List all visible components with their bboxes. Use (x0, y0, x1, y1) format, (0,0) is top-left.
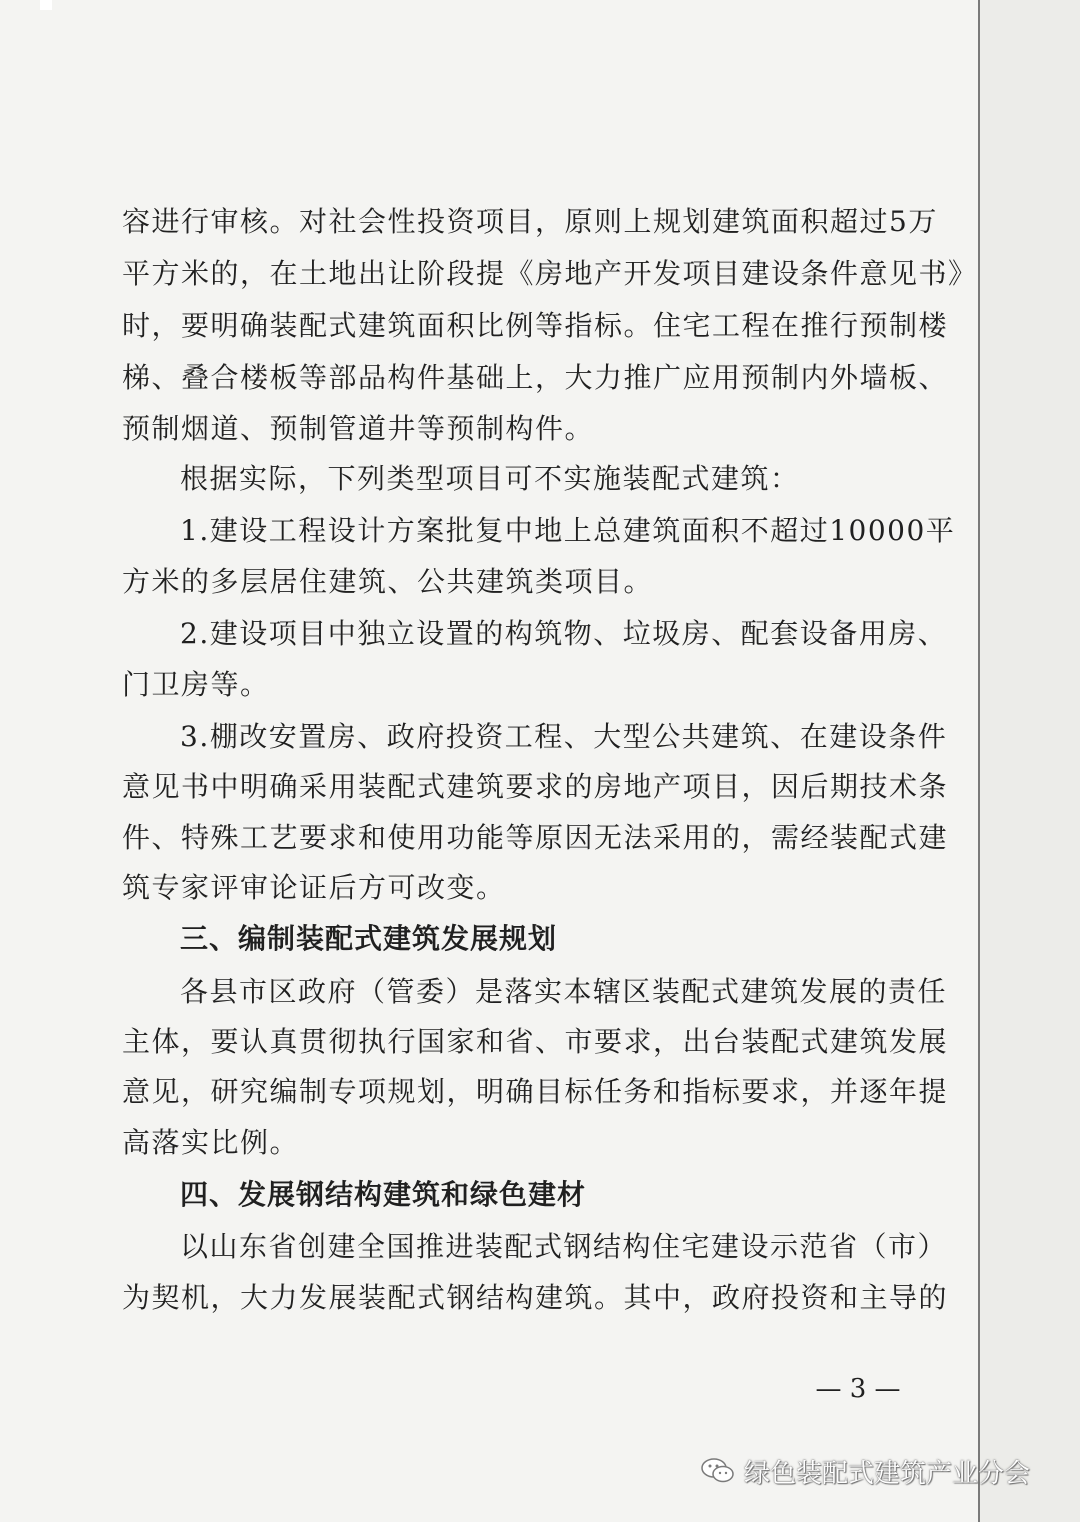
paragraph-line: 以山东省创建全国推进装配式钢结构住宅建设示范省（市） (180, 1230, 948, 1263)
list-item-line: 方米的多层居住建筑、公共建筑类项目。 (122, 565, 654, 598)
body-line: 意见，研究编制专项规划，明确目标任务和指标要求，并逐年提 (122, 1075, 949, 1108)
wechat-icon (700, 1456, 736, 1486)
body-line: 为契机，大力发展装配式钢结构建筑。其中，政府投资和主导的 (122, 1281, 949, 1314)
paragraph-line: 各县市区政府（管委）是落实本辖区装配式建筑发展的责任 (180, 975, 948, 1008)
body-line: 梯、叠合楼板等部品构件基础上，大力推广应用预制内外墙板、 (122, 361, 949, 394)
wechat-watermark (700, 1451, 1030, 1491)
section-heading: 四、发展钢结构建筑和绿色建材 (180, 1178, 587, 1211)
page-edge-background (980, 0, 1080, 1522)
body-line: 高落实比例。 (122, 1126, 300, 1159)
list-item-line: 门卫房等。 (122, 668, 270, 701)
list-item-line: 意见书中明确采用装配式建筑要求的房地产项目，因后期技术条 (122, 770, 949, 803)
paragraph-line: 根据实际，下列类型项目可不实施装配式建筑： (180, 462, 800, 495)
watermark-label: 绿色装配式建筑产业分会 (744, 1458, 1031, 1489)
body-line: 容进行审核。对社会性投资项目，原则上规划建筑面积超过5万 (122, 205, 938, 238)
page-number: — 3 — (815, 1374, 901, 1404)
section-heading: 三、编制装配式建筑发展规划 (180, 922, 558, 955)
list-item-line: 筑专家评审论证后方可改变。 (122, 871, 506, 904)
body-line: 平方米的，在土地出让阶段提《房地产开发项目建设条件意见书》 (122, 257, 978, 290)
body-line: 预制烟道、预制管道井等预制构件。 (122, 412, 595, 445)
body-line: 时，要明确装配式建筑面积比例等指标。住宅工程在推行预制楼 (122, 309, 949, 342)
list-item-line: 2.建设项目中独立设置的构筑物、垃圾房、配套设备用房、 (180, 617, 948, 650)
body-line: 主体，要认真贯彻执行国家和省、市要求，出台装配式建筑发展 (122, 1025, 949, 1058)
list-item-line: 3.棚改安置房、政府投资工程、大型公共建筑、在建设条件 (180, 720, 948, 753)
list-item-line: 件、特殊工艺要求和使用功能等原因无法采用的，需经装配式建 (122, 821, 949, 854)
list-item-line: 1.建设工程设计方案批复中地上总建筑面积不超过10000平 (180, 514, 956, 547)
page-corner-mark (40, 0, 52, 10)
